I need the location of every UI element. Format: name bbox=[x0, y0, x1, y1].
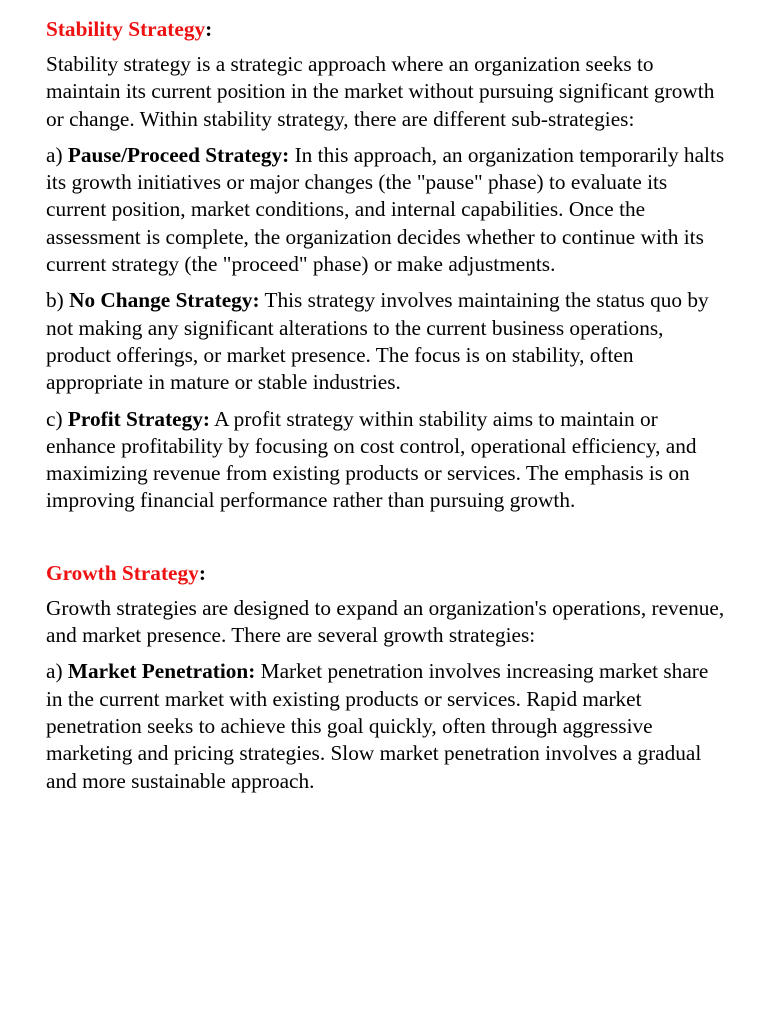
section-growth-strategy bbox=[46, 558, 726, 795]
section-heading-text: Stability Strategy bbox=[46, 17, 206, 41]
list-item bbox=[46, 287, 726, 396]
list-item bbox=[46, 406, 726, 515]
list-item-marker: b) bbox=[46, 288, 70, 313]
section-heading-colon: : bbox=[198, 560, 206, 585]
section-heading bbox=[46, 14, 726, 44]
list-item-term: Pause/Proceed Strategy: bbox=[67, 142, 290, 167]
document-page bbox=[46, 14, 726, 804]
section-heading bbox=[46, 558, 726, 588]
section-intro: Stability strategy is a strategic approach where an organization seeks to maintain its current position in the market without pursuing significant growth or change. Within stability strategy, there are different sub-strategies: bbox=[46, 52, 715, 131]
list-item bbox=[46, 142, 726, 278]
section-heading-text: Growth Strategy bbox=[46, 560, 199, 585]
list-item-marker: a) bbox=[46, 142, 68, 167]
section-intro: Growth strategies are designed to expand an organization's operations, revenue, and market presence. There are several growth strategies: bbox=[46, 595, 725, 648]
section-spacer bbox=[46, 524, 726, 558]
list-item-text: In this approach, an organization temporarily halts its growth initiatives or major changes (the "pause" phase) to evaluate its current position, market conditions, and internal capabilities. Once the assessment is complete, the organization decides whether to continue with its current strategy (the "proceed" phase) or make adjustments. bbox=[46, 142, 725, 277]
list-item-text: This strategy involves maintaining the status quo by not making any significant alterations to the current business operations, product offerings, or market presence. The focus is on stability, often appropriate in mature or stable industries. bbox=[46, 288, 709, 395]
list-item-text: Market penetration involves increasing market share in the current market with existing products or services. Rapid market penetration seeks to achieve this goal quickly, often through aggressive marketing and pricing strategies. Slow market penetration involves a gradual and more sustainable approach. bbox=[46, 659, 709, 793]
list-item-term: Market Penetration: bbox=[67, 659, 256, 684]
section-heading-colon: : bbox=[205, 17, 213, 41]
list-item-term: Profit Strategy: bbox=[67, 406, 210, 431]
list-item-text: A profit strategy within stability aims to maintain or enhance profitability by focusing on cost control, operational efficiency, and maximizing revenue from existing products or services. The emphasis is on improving financial performance rather than pursuing growth. bbox=[46, 406, 697, 513]
list-item bbox=[46, 658, 726, 794]
list-item-marker: c) bbox=[46, 406, 68, 431]
list-item-term: No Change Strategy: bbox=[69, 288, 260, 313]
section-stability-strategy bbox=[46, 14, 726, 515]
list-item-marker: a) bbox=[46, 659, 68, 684]
